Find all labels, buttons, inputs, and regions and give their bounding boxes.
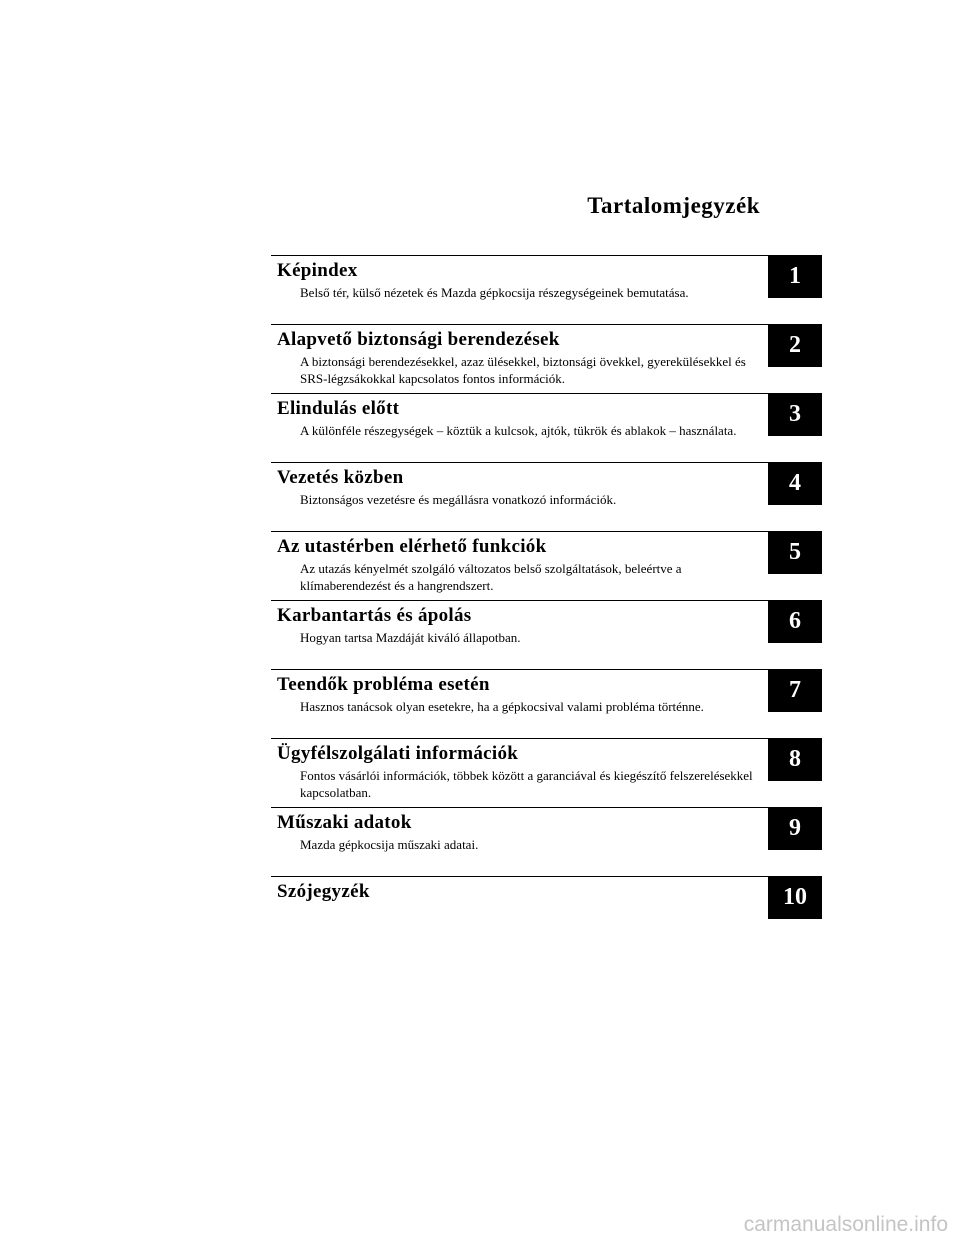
divider [271, 738, 768, 739]
chapter-heading[interactable]: Vezetés közben [277, 467, 404, 488]
chapter-heading[interactable]: Karbantartás és ápolás [277, 605, 472, 626]
chapter-description: Az utazás kényelmét szolgáló változatos belső szolgáltatások, beleértve a klímaberendezést és a hangrendszert. [300, 561, 682, 593]
chapter-description: A különféle részegységek – köztük a kulcsok, ajtók, tükrök és ablakok – használata. [300, 423, 737, 438]
divider [271, 876, 768, 877]
divider [271, 393, 768, 394]
chapter-tab[interactable]: 6 [768, 600, 822, 643]
chapter-description: Belső tér, külső nézetek és Mazda gépkocsija részegységeinek bemutatása. [300, 285, 689, 300]
toc-entry-7[interactable] [271, 669, 822, 738]
chapter-description: Mazda gépkocsija műszaki adatai. [300, 837, 479, 852]
chapter-tab[interactable]: 8 [768, 738, 822, 781]
chapter-description: Hasznos tanácsok olyan esetekre, ha a gépkocsival valami probléma történne. [300, 699, 704, 714]
divider [271, 531, 768, 532]
toc-entry-6[interactable] [271, 600, 822, 669]
page-title: Tartalomjegyzék [587, 193, 760, 218]
chapter-heading[interactable]: Az utastérben elérhető funkciók [277, 536, 547, 557]
chapter-tab[interactable]: 10 [768, 876, 822, 919]
chapter-tab[interactable]: 4 [768, 462, 822, 505]
chapter-heading[interactable]: Szójegyzék [277, 881, 370, 902]
chapter-description: Fontos vásárlói információk, többek között a garanciával és kiegészítő felszerelésekkel kapcsolatban. [300, 768, 753, 800]
table-of-contents [271, 255, 822, 945]
chapter-description: A biztonsági berendezésekkel, azaz ülésekkel, biztonsági övekkel, gyerekülésekkel és SRS-légzsákokkal kapcsolatos fontos információk. [300, 354, 746, 386]
toc-entry-3[interactable] [271, 393, 822, 462]
toc-entry-5[interactable] [271, 531, 822, 600]
toc-entry-1[interactable] [271, 255, 822, 324]
divider [271, 600, 768, 601]
toc-entry-8[interactable] [271, 738, 822, 807]
toc-entry-2[interactable] [271, 324, 822, 393]
chapter-tab[interactable]: 2 [768, 324, 822, 367]
divider [271, 255, 768, 256]
chapter-tab[interactable]: 1 [768, 255, 822, 298]
chapter-description: Biztonságos vezetésre és megállásra vonatkozó információk. [300, 492, 617, 507]
chapter-heading[interactable]: Teendők probléma esetén [277, 674, 490, 695]
toc-entry-4[interactable] [271, 462, 822, 531]
chapter-heading[interactable]: Műszaki adatok [277, 812, 412, 833]
chapter-tab[interactable]: 5 [768, 531, 822, 574]
divider [271, 669, 768, 670]
chapter-tab[interactable]: 3 [768, 393, 822, 436]
divider [271, 324, 768, 325]
chapter-heading[interactable]: Képindex [277, 260, 358, 281]
chapter-heading[interactable]: Elindulás előtt [277, 398, 400, 419]
chapter-tab[interactable]: 9 [768, 807, 822, 850]
chapter-heading[interactable]: Alapvető biztonsági berendezések [277, 329, 560, 350]
chapter-heading[interactable]: Ügyfélszolgálati információk [277, 743, 519, 764]
watermark: carmanualsonline.info [743, 1213, 948, 1236]
chapter-description: Hogyan tartsa Mazdáját kiváló állapotban. [300, 630, 521, 645]
divider [271, 807, 768, 808]
divider [271, 462, 768, 463]
toc-entry-9[interactable] [271, 807, 822, 876]
chapter-tab[interactable]: 7 [768, 669, 822, 712]
toc-entry-10[interactable] [271, 876, 822, 945]
